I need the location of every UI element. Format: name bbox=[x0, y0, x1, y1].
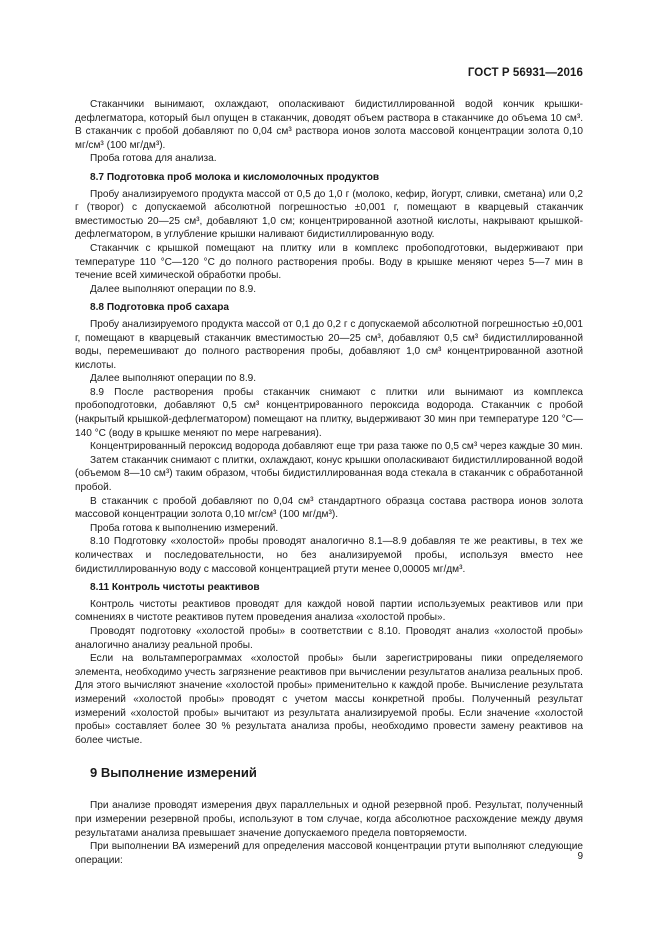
paragraph: При выполнении ВА измерений для определения массовой концентрации ртути выполняют следующие операции: bbox=[75, 841, 583, 866]
page-number: 9 bbox=[577, 851, 583, 862]
section-heading-9: 9 Выполнение измерений bbox=[90, 765, 257, 781]
paragraph: В стаканчик с пробой добавляют по 0,04 см³ стандартного образца состава раствора ионов золота массовой концентрации золота 0,10 мг/см³ (100 мг/дм³). bbox=[75, 495, 583, 521]
paragraph: Проводят подготовку «холостой пробы» в соответствии с 8.10. Проводят анализ «холостой пробы» аналогично анализу реальной пробы. bbox=[75, 625, 583, 651]
document-body bbox=[75, 98, 583, 867]
paragraph: Пробу анализируемого продукта массой от 0,5 до 1,0 г (молоко, кефир, йогурт, сливки, сметана) или 0,2 г (творог) с допускаемой абсолютной погрешностью ±0,001 г, помещают в кварцевый стаканчик вместимостью 20—25 см³, добавляют 1,0 см; концентрированной азотной кислоты, накрывают крышкой-дефлегматором, в углубление крышки наливают бидистиллированную воду. bbox=[75, 188, 583, 241]
paragraph: Затем стаканчик снимают с плитки, охлаждают, конус крышки ополаскивают бидистиллированной водой (объемом 8—10 см³) таким образом, чтобы бидистиллированная вода стекала в стаканчик с обработанной пробой. bbox=[75, 454, 583, 494]
paragraph: Стаканчики вынимают, охлаждают, ополаскивают бидистиллированной водой кончик крышки-дефлегматора, который был опущен в стаканчик, доводят объем раствора в стаканчике до объема 10 см³. В стаканчик с пробой добавляют по 0,04 см³ раствора ионов золота массовой концентрации золота 0,10 мг/см³ (100 мг/дм³). bbox=[75, 99, 583, 151]
paragraph: Стаканчик с крышкой помещают на плитку или в комплекс пробоподготовки, выдерживают при температуре 110 °С—120 °С до полного растворения пробы. Воду в крышке меняют через 5—7 мин в течение всей химической обработки пробы. bbox=[75, 242, 583, 282]
paragraph: Если на вольтамперограммах «холостой пробы» были зарегистрированы пики определяемого элемента, необходимо учесть загрязнение реактивов при вычислении результатов анализа реальных проб. Для этого вычисляют значение «холостой пробы» применительно к каждой пробе. Вычисление результата измерений «холостой пробы» проводят с учетом массы конкретной пробы. Полученный результат измерений «холостой пробы» вычитают из результата анализируемой пробы. Если значение «холостой пробы» составляет более 30 % результата анализа пробы, необходимо провести замену реактивов на более чистые. bbox=[75, 653, 583, 746]
paragraph: Далее выполняют операции по 8.9. bbox=[90, 373, 257, 385]
paragraph: При анализе проводят измерения двух параллельных и одной резервной проб. Результат, полученный при измерении резервной пробы, используют в том случае, когда абсолютное расхождение между двумя результатами анализа превышает значение допускаемого предела повторяемости. bbox=[75, 800, 583, 839]
paragraph: Проба готова для анализа. bbox=[90, 153, 217, 165]
standard-header: ГОСТ Р 56931—2016 bbox=[467, 67, 583, 79]
subsection-heading-8-7: 8.7 Подготовка проб молока и кисломолочных продуктов bbox=[90, 171, 380, 183]
paragraph: Концентрированный пероксид водорода добавляют еще три раза также по 0,5 см³ через каждые 30 мин. bbox=[90, 441, 583, 453]
paragraph: Проба готова к выполнению измерений. bbox=[90, 522, 279, 534]
paragraph-8-10: 8.10 Подготовку «холостой» пробы проводят аналогично 8.1—8.9 добавляя те же реактивы, в тех же количествах и последовательности, но без анализируемой пробы, используя вместо нее бидистиллированную воду с массовой концентрацией ртути менее 0,00005 мг/дм³. bbox=[75, 536, 583, 575]
paragraph-8-9: 8.9 После растворения пробы стаканчик снимают с плитки или вынимают из комплекса пробоподготовки, добавляют 0,5 см³ концентрированного пероксида водорода. Стаканчик с пробой (накрытый крышкой-дефлегматором) помещают на плитку, выдерживают 30 мин при температуре 120 °С—140 °С (воду в крышке меняют по мере нагревания). bbox=[75, 386, 583, 439]
paragraph: Контроль чистоты реактивов проводят для каждой новой партии используемых реактивов или при сомнениях в чистоте реактивов путем проведения анализа «холостой пробы». bbox=[75, 598, 583, 624]
subsection-heading-8-8: 8.8 Подготовка проб сахара bbox=[90, 302, 229, 314]
paragraph: Далее выполняют операции по 8.9. bbox=[90, 283, 257, 295]
subsection-heading-8-11: 8.11 Контроль чистоты реактивов bbox=[90, 582, 260, 594]
paragraph: Пробу анализируемого продукта массой от 0,1 до 0,2 г с допускаемой абсолютной погрешностью ±0,001 г, помещают в кварцевый стаканчик вместимостью 20—25 см³, добавляют 0,5 см³ бидистиллированной воды, перемешивают до полного растворения пробы, добавляют 1,0 см³ концентрированной азотной кислоты. bbox=[75, 318, 583, 371]
